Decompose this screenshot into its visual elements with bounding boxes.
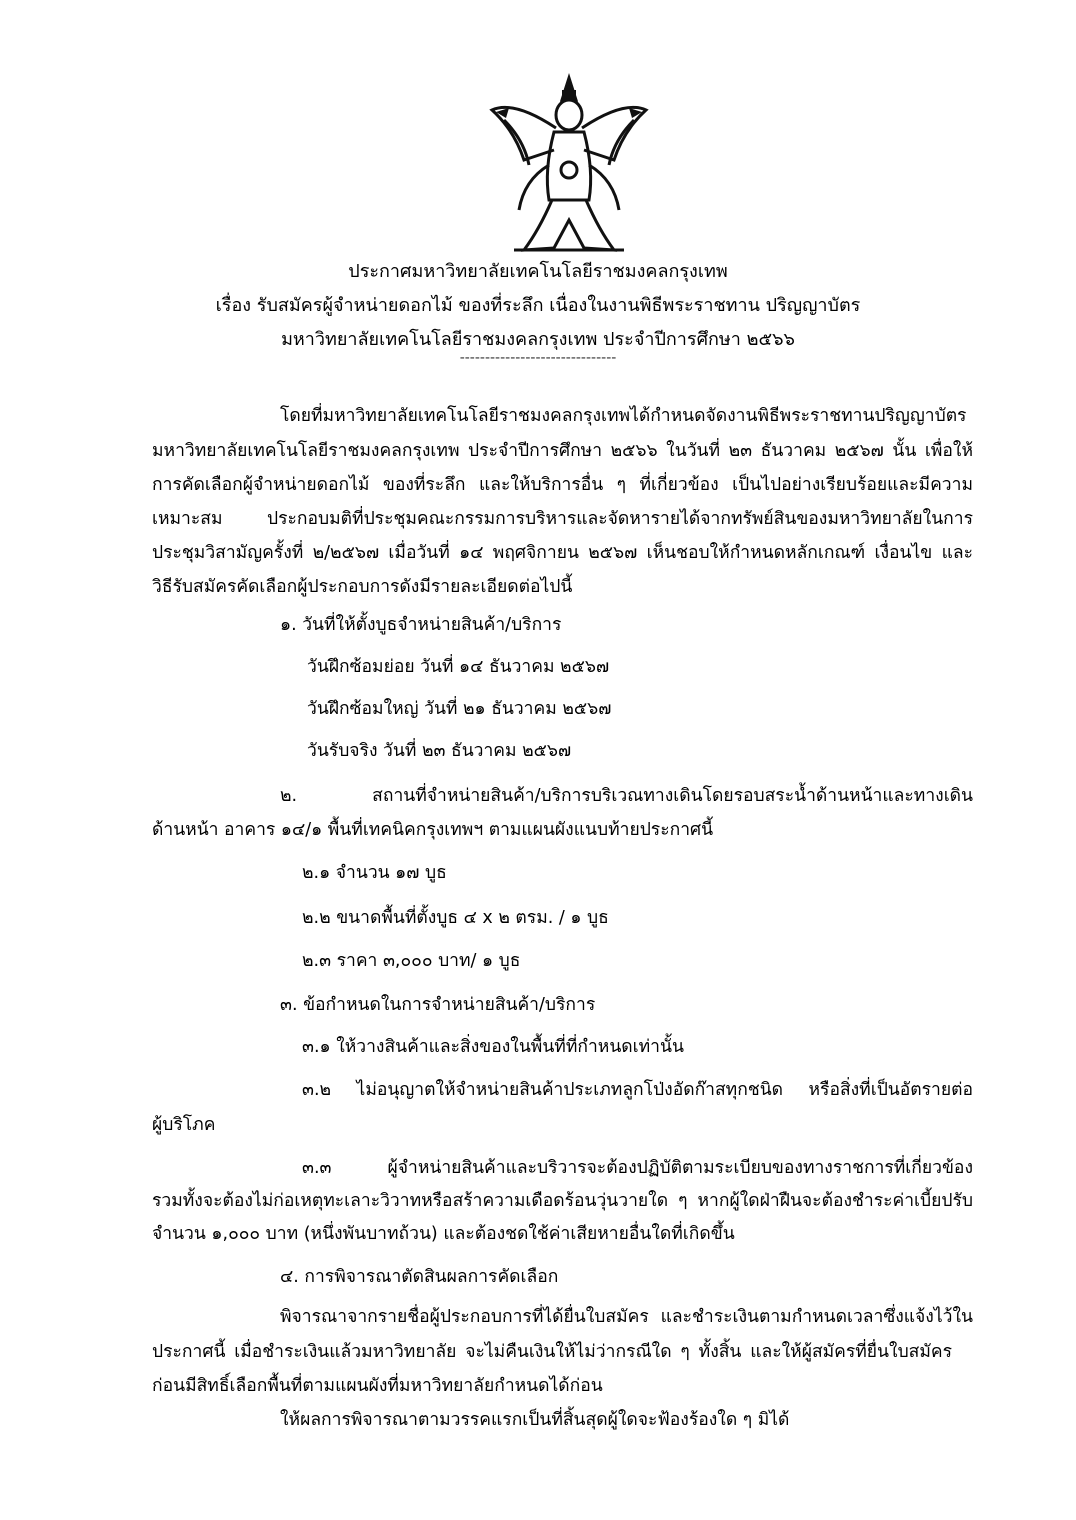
section3-item-3-line-2: รวมทั้งจะต้องไม่ก่อเหตุทะเลาะวิวาทหรือสร้าความเดือดร้อนวุ่นวายใด ๆ หากผู้ใดฝ่าฝืนจะต้องชำระค่าเบี้ยปรับ (152, 1191, 973, 1211)
intro-line-3: การคัดเลือกผู้จำหน่ายดอกไม้ ของที่ระลึก และให้บริการอื่น ๆ ที่เกี่ยวข้อง เป็นไปอย่างเรียบร้อยและมีความ (152, 475, 973, 495)
section1-item-3: วันรับจริง วันที่ ๒๓ ธันวาคม ๒๕๖๗ (307, 741, 572, 761)
announcement-title: ประกาศมหาวิทยาลัยเทคโนโลยีราชมงคลกรุงเทพ (348, 261, 728, 282)
header-separator: ------------------------------- (459, 350, 617, 366)
section3-heading: ๓. ข้อกำหนดในการจำหน่ายสินค้า/บริการ (280, 995, 596, 1015)
section4-para-line-2: ประกาศนี้ เมื่อชำระเงินแล้วมหาวิทยาลัย จะไม่คืนเงินให้ไม่ว่ากรณีใด ๆ ทั้งสิ้น และให้ผู้สมัครที่ยื่นใบสมัคร (152, 1342, 952, 1362)
section2-item-3: ๒.๓ ราคา ๓,๐๐๐ บาท/ ๑ บูธ (302, 951, 521, 971)
section1-item-2: วันฝึกซ้อมใหญ่ วันที่ ๒๑ ธันวาคม ๒๕๖๗ (307, 699, 612, 719)
intro-line-2: มหาวิทยาลัยเทคโนโลยีราชมงคลกรุงเทพ ประจำปีการศึกษา ๒๕๖๖ ในวันที่ ๒๓ ธันวาคม ๒๕๖๗ นั้น เพื่อให้ (152, 441, 973, 461)
intro-line-6: วิธีรับสมัครคัดเลือกผู้ประกอบการดังมีรายละเอียดต่อไปนี้ (152, 577, 573, 597)
intro-line-1: โดยที่มหาวิทยาลัยเทคโนโลยีราชมงคลกรุงเทพได้กำหนดจัดงานพิธีพระราชทานปริญญาบัตร (280, 406, 967, 426)
intro-line-4: เหมาะสม ประกอบมติที่ประชุมคณะกรรมการบริหารและจัดหารายได้จากทรัพย์สินของมหาวิทยาลัยในการ (152, 509, 973, 529)
section4-heading: ๔. การพิจารณาตัดสินผลการคัดเลือก (280, 1267, 559, 1287)
announcement-subject-line2: มหาวิทยาลัยเทคโนโลยีราชมงคลกรุงเทพ ประจำปีการศึกษา ๒๕๖๖ (281, 329, 795, 350)
section3-item-3-line-3: จำนวน ๑,๐๐๐ บาท (หนึ่งพันบาทถ้วน) และต้องชดใช้ค่าเสียหายอื่นใดที่เกิดขึ้น (152, 1224, 735, 1244)
section3-item-3-line-1: ๓.๓ ผู้จำหน่ายสินค้าและบริวารจะต้องปฏิบัติตามระเบียบของทางราชการที่เกี่ยวข้อง (302, 1158, 973, 1178)
section2-item-1: ๒.๑ จำนวน ๑๗ บูธ (302, 863, 447, 883)
intro-line-5: ประชุมวิสามัญครั้งที่ ๒/๒๕๖๗ เมื่อวันที่ ๑๔ พฤศจิกายน ๒๕๖๗ เห็นชอบให้กำหนดหลักเกณฑ์ เงื่อนไข และ (152, 543, 973, 563)
section1-heading: ๑. วันที่ให้ตั้งบูธจำหน่ายสินค้า/บริการ (280, 615, 562, 635)
section3-item-2-line-1: ๓.๒ ไม่อนุญาตให้จำหน่ายสินค้าประเภทลูกโป่งอัดก๊าสทุกชนิด หรือสิ่งที่เป็นอัตรายต่อ (302, 1080, 973, 1100)
section1-item-1: วันฝึกซ้อมย่อย วันที่ ๑๔ ธันวาคม ๒๕๖๗ (307, 657, 610, 677)
section2-item-2: ๒.๒ ขนาดพื้นที่ตั้งบูธ ๔ x ๒ ตรม. / ๑ บูธ (302, 908, 609, 928)
section3-item-1: ๓.๑ ให้วางสินค้าและสิ่งของในพื้นที่ที่กำหนดเท่านั้น (302, 1037, 684, 1057)
garuda-emblem-icon (484, 70, 654, 260)
section4-para-line-3: ก่อนมีสิทธิ์เลือกพื้นที่ตามแผนผังที่มหาวิทยาลัยกำหนดได้ก่อน (152, 1376, 603, 1396)
announcement-subject: เรื่อง รับสมัครผู้จำหน่ายดอกไม้ ของที่ระลึก เนื่องในงานพิธีพระราชทาน ปริญญาบัตร (215, 295, 861, 316)
section2-line-1: ๒. สถานที่จำหน่ายสินค้า/บริการบริเวณทางเดินโดยรอบสระน้ำด้านหน้าและทางเดิน (280, 786, 973, 806)
section2-line-2: ด้านหน้า อาคาร ๑๔/๑ พื้นที่เทคนิคกรุงเทพฯ ตามแผนผังแนบท้ายประกาศนี้ (152, 820, 714, 840)
section3-item-2-line-2: ผู้บริโภค (152, 1115, 216, 1135)
section4-para-line-1: พิจารณาจากรายชื่อผู้ประกอบการที่ได้ยื่นใบสมัคร และชำระเงินตามกำหนดเวลาซึ่งแจ้งไว้ใน (280, 1307, 973, 1327)
section4-final: ให้ผลการพิจารณาตามวรรคแรกเป็นที่สิ้นสุดผู้ใดจะฟ้องร้องใด ๆ มิได้ (280, 1410, 790, 1430)
